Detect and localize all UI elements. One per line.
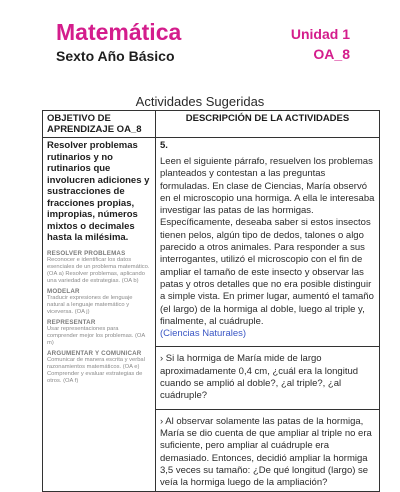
subject-title: Matemática <box>56 19 182 45</box>
objective-cell <box>43 138 156 492</box>
activities-table <box>42 110 380 492</box>
skill-text: Usar representaciones para comprender mejor los problemas. (OA m) <box>47 325 145 346</box>
subject-link[interactable]: (Ciencias Naturales) <box>160 328 247 340</box>
table-row <box>43 138 380 492</box>
description-header: DESCRIPCIÓN DE LA ACTIVIDADES <box>156 111 380 138</box>
objective-header: OBJETIVO DE APRENDIZAJE OA_8 <box>43 111 156 138</box>
unit-label: Unidad 1 <box>290 26 350 42</box>
oa-code: OA_8 <box>313 46 350 62</box>
question-1: › Si la hormiga de María mide de largo aproximadamente 0,4 cm, ¿cuál era la longitud cuando se amplió al doble?, ¿al triple?, ¿al cuádruple? <box>160 353 359 402</box>
objective-text: Resolver problemas rutinarios y no rutinarios que involucren adiciones y sustracciones de fracciones propias, impropias, números mixtos o decimales hasta la milésima. <box>47 140 150 243</box>
section-title: Actividades Sugeridas <box>135 94 265 109</box>
skill-title: ARGUMENTAR Y COMUNICAR <box>47 349 142 357</box>
table-header-row <box>43 111 380 138</box>
description-cell <box>156 138 380 492</box>
skill-title: MODELAR <box>47 287 80 295</box>
divider <box>156 346 379 347</box>
divider <box>156 409 379 410</box>
skill-text: Traducir expresiones de lenguaje natural a lenguaje matemático y viceversa. (OA j) <box>47 294 133 315</box>
skill-text: Reconocer e identificar los datos esenciales de un problema matemático. (OA a) Resolver problemas, aplicando una variedad de estrategias. (OA b) <box>47 256 150 284</box>
header-right <box>291 26 350 62</box>
skill-title: RESOLVER PROBLEMAS <box>47 249 126 257</box>
grade-title: Sexto Año Básico <box>56 48 175 64</box>
activity-paragraph-text: Leen el siguiente párrafo, resuelven los problemas planteados y contestan a las preguntas formuladas. En clase de Ciencias, María observó en el microscopio una hormiga. A ella le interesaba investigar las patas de las hormigas. Específicamente, deseaba saber si estos insectos tienen pelos, algún tipo de dedos, talones o algo parecido a otros animales. Para responder a sus interrogantes, utilizó el microscopio con el fin de ampliar el tamaño de este insecto y observar las patas y otros detalles que no era posible distinguir a simple vista. En primer lugar, aumentó el tamaño (el largo) de la hormiga al doble, luego al triple y, finalmente, al cuádruple. <box>160 156 375 327</box>
skill-title: REPRESENTAR <box>47 318 96 326</box>
header-left <box>56 20 181 64</box>
activity-paragraph <box>160 156 375 340</box>
activity-number: 5. <box>160 140 168 151</box>
question-2: › Al observar solamente las patas de la hormiga, María se dio cuenta de que ampliar al triple no era suficiente, pero ampliar al cuádruple era demasiado. Entonces, decidió ampliar la hormiga 3,5 veces su tamaño: ¿De qué longitud (largo) se veía la hormiga luego de la ampliación? <box>160 415 372 489</box>
skill-text: Comunicar de manera escrita y verbal razonamientos matemáticos. (OA e) Comprender y evaluar estrategias de otros. (OA f) <box>47 356 145 384</box>
